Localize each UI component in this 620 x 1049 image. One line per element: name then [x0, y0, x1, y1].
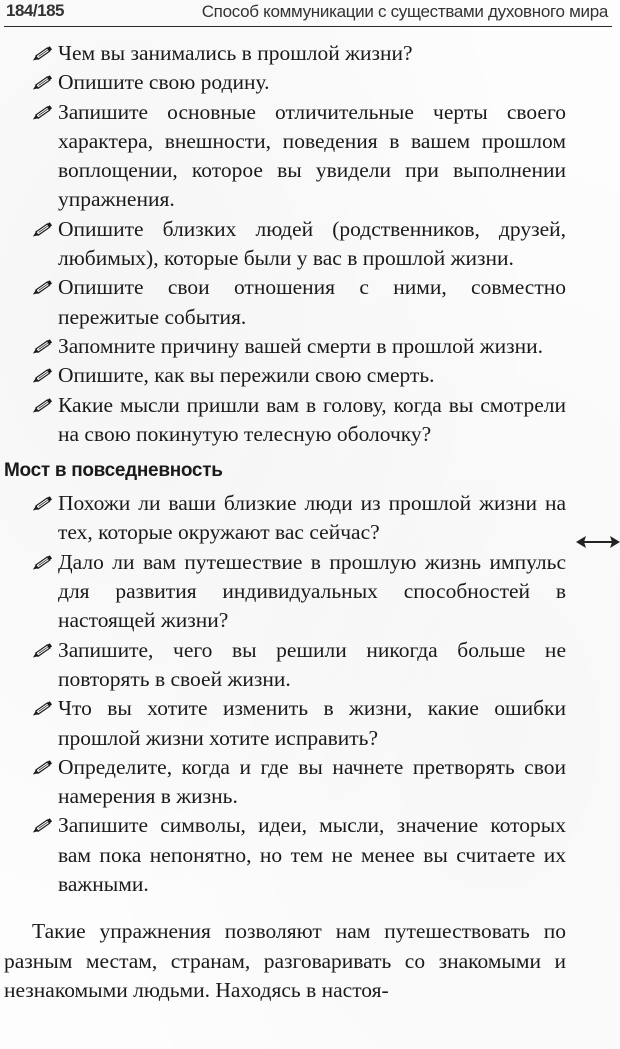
list-item-text: Опишите, как вы пережили свою смерть.	[58, 363, 435, 388]
pencil-icon	[30, 757, 56, 779]
list-item	[30, 361, 566, 390]
list-item-text: Какие мысли пришли вам в голову, когда вы смотрели на свою покинутую телесную оболочку?	[58, 392, 566, 446]
list-item	[30, 489, 566, 548]
pencil-icon	[30, 815, 56, 837]
list-item	[30, 215, 566, 274]
pencil-icon	[30, 277, 56, 299]
list-item-text: Запишите символы, идеи, мысли, значение которых вам пока непонятно, но тем не менее вы считаете их важными.	[58, 813, 566, 897]
pencil-icon	[30, 336, 56, 358]
list-item	[30, 332, 566, 361]
section-heading: Мост в повседневность	[4, 460, 223, 482]
running-title: Способ коммуникации с существами духовного мира	[201, 2, 608, 21]
list-item-text: Опишите свою родину.	[58, 70, 270, 95]
pencil-icon	[30, 698, 56, 720]
pencil-icon	[30, 640, 56, 662]
pencil-icon	[30, 72, 56, 94]
list-item-text: Запишите, чего вы решили никогда больше не повторять в своей жизни.	[58, 637, 566, 691]
list-item-text: Опишите свои отношения с ними, совместно пережитые события.	[58, 275, 566, 329]
pencil-icon	[30, 365, 56, 387]
list-item	[30, 811, 566, 899]
list-item-text: Запомните причину вашей смерти в прошлой жизни.	[58, 333, 544, 358]
pencil-icon	[30, 102, 56, 124]
pencil-icon	[30, 395, 56, 417]
list-item	[30, 694, 566, 753]
pencil-icon	[30, 43, 56, 65]
list-item	[30, 753, 566, 812]
list-item-text: Что вы хотите изменить в жизни, какие ошибки прошлой жизни хотите исправить?	[58, 696, 566, 750]
page-number: 184/185	[6, 1, 64, 20]
list-item	[30, 273, 566, 332]
list-item-text: Запишите основные отличительные черты своего характера, внешности, поведения в вашем прошлом воплощении, которое вы увидели при выполнении упражнения.	[58, 99, 566, 212]
pencil-icon	[30, 552, 56, 574]
list-item	[30, 98, 566, 215]
body-paragraph: Такие упражнения позволяют нам путешествовать по разным местам, странам, разговаривать со знакомыми и незнакомыми людьми. Находясь в настоя-	[4, 919, 566, 1002]
list-item	[30, 68, 566, 97]
list-item	[30, 636, 566, 695]
list-item	[30, 39, 566, 68]
page-content	[4, 39, 566, 1005]
double-arrow-icon	[576, 532, 620, 552]
list-item	[30, 391, 566, 450]
list-item-text: Чем вы занимались в прошлой жизни?	[58, 41, 413, 65]
page-number-current: 184	[6, 1, 33, 20]
list-item-text: Дало ли вам путешествие в прошлую жизнь импульс для развития индивидуальных способностей в настоящей жизни?	[58, 549, 566, 633]
page-header	[4, 0, 612, 27]
page-number-total: 185	[37, 1, 64, 20]
pencil-icon	[30, 219, 56, 241]
question-list-past-life	[30, 39, 566, 449]
list-item-text: Определите, когда и где вы начнете претворять свои намерения в жизнь.	[58, 754, 566, 809]
question-list-everyday-bridge	[30, 489, 566, 899]
list-item-text: Похожи ли ваши близкие люди из прошлой жизни на тех, которые окружают вас сейчас?	[58, 491, 566, 545]
list-item	[30, 548, 566, 636]
pencil-icon	[30, 493, 56, 515]
list-item-text: Опишите близких людей (родственников, друзей, любимых), которые были у вас в прошлой жизни.	[58, 216, 566, 271]
